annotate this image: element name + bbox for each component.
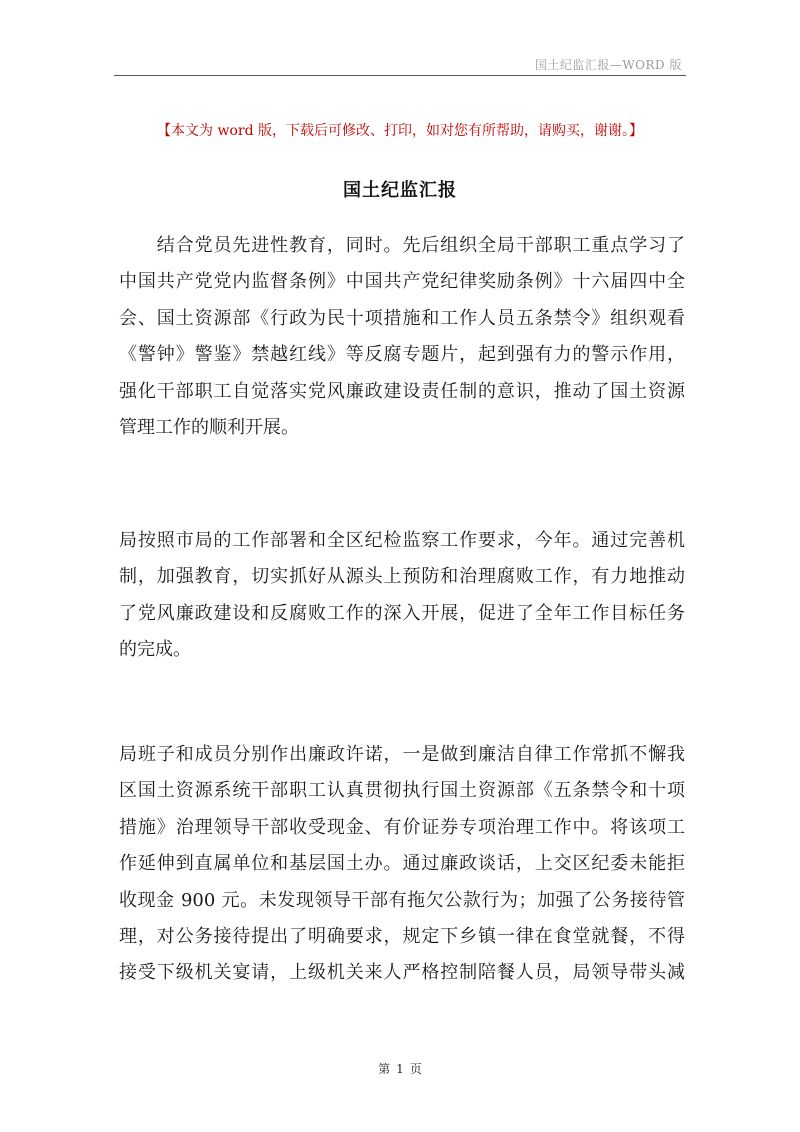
page-number: 1 bbox=[396, 1062, 404, 1076]
page-footer bbox=[0, 1060, 800, 1077]
paragraph-line: 管理工作的顺利开展。 bbox=[119, 416, 299, 438]
running-header: 国土纪监汇报—WORD 版 bbox=[534, 58, 682, 72]
paragraph-3 bbox=[119, 737, 685, 992]
footer-suffix: 页 bbox=[409, 1062, 422, 1076]
footer-prefix: 第 bbox=[378, 1062, 391, 1076]
paragraph-line: 接受下级机关宴请，上级机关来人严格控制陪餐人员，局领导带头减 bbox=[119, 962, 685, 984]
paragraph-line: 局班子和成员分别作出廉政许诺，一是做到廉洁自律工作常抓不懈我 bbox=[119, 744, 685, 765]
document-title: 国土纪监汇报 bbox=[343, 180, 457, 201]
paragraph-line: 作延伸到直属单位和基层国土办。通过廉政谈话，上交区纪委未能拒 bbox=[119, 853, 685, 875]
paragraph-1 bbox=[119, 228, 685, 446]
paragraph-line: 《警钟》警鉴》禁越红线》等反腐专题片，起到强有力的警示作用， bbox=[119, 344, 685, 366]
paragraph-line: 会、国土资源部《行政为民十项措施和工作人员五条禁令》组织观看 bbox=[119, 307, 685, 329]
purchase-notice: 【本文为 word 版，下载后可修改、打印，如对您有所帮助，请购买，谢谢。】 bbox=[157, 123, 643, 139]
paragraph-line: 理，对公务接待提出了明确要求，规定下乡镇一律在食堂就餐，不得 bbox=[119, 925, 685, 947]
paragraph-line: 中国共产党党内监督条例》中国共产党纪律奖励条例》十六届四中全 bbox=[119, 271, 685, 293]
paragraph-line: 结合党员先进性教育，同时。先后组织全局干部职工重点学习了 bbox=[119, 235, 685, 256]
paragraph-line: 制，加强教育，切实抓好从源头上预防和治理腐败工作，有力地推动 bbox=[119, 566, 685, 588]
paragraph-line: 了党风廉政建设和反腐败工作的深入开展，促进了全年工作目标任务 bbox=[119, 602, 685, 624]
paragraph-line: 区国土资源系统干部职工认真贯彻执行国土资源部《五条禁令和十项 bbox=[119, 780, 685, 802]
paragraph-line: 收现金 900 元。未发现领导干部有拖欠公款行为；加强了公务接待管 bbox=[119, 889, 685, 911]
paragraph-line: 的完成。 bbox=[119, 639, 191, 661]
header-divider bbox=[114, 75, 686, 76]
paragraph-2 bbox=[119, 523, 685, 669]
paragraph-line: 局按照市局的工作部署和全区纪检监察工作要求，今年。通过完善机 bbox=[119, 530, 685, 551]
paragraph-line: 强化干部职工自觉落实党风廉政建设责任制的意识，推动了国土资源 bbox=[119, 380, 685, 402]
paragraph-line: 措施》治理领导干部收受现金、有价证券专项治理工作中。将该项工 bbox=[119, 816, 685, 838]
